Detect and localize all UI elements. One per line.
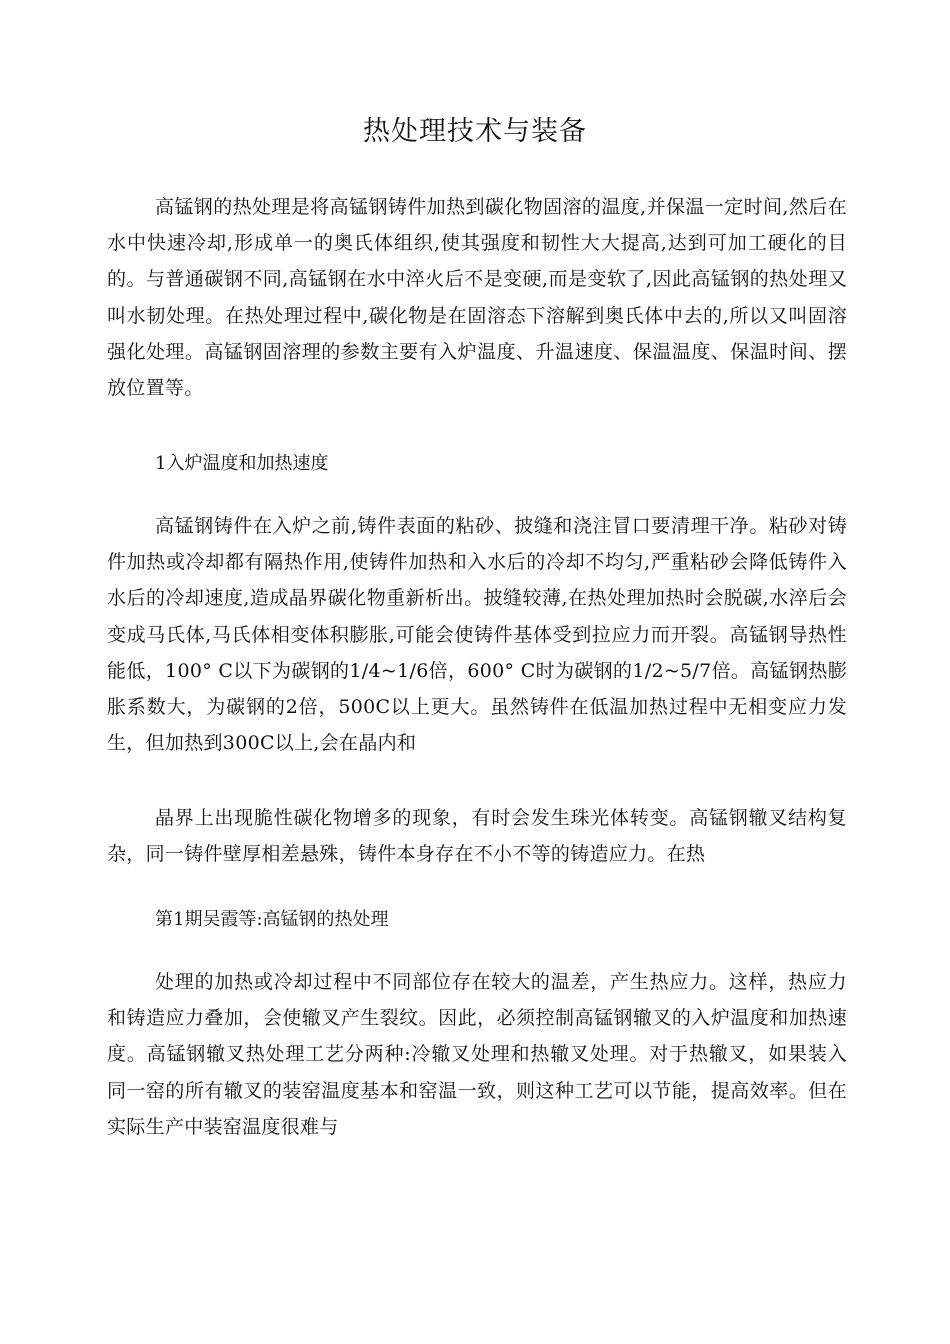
section-heading-furnace-temperature: 1入炉温度和加热速度 bbox=[155, 453, 329, 474]
document-title: 热处理技术与装备 bbox=[363, 116, 587, 147]
paragraph-thermal-stress: 处理的加热或冷却过程中不同部位存在较大的温差，产生热应力。这样，热应力和铸造应力叠加，会使辙叉产生裂纹。因此，必须控制高锰钢辙叉的入炉温度和加热速度。高锰钢辙叉热处理工艺分两种:冷辙叉处理和热辙叉处理。对于热辙叉，如果装入同一窑的所有辙叉的装窑温度基本和窑温一致，则这种工艺可以节能，提高效率。但在实际生产中装窑温度很难与 bbox=[107, 971, 847, 1138]
paragraph-intro: 高锰钢的热处理是将高锰钢铸件加热到碳化物固溶的温度,并保温一定时间,然后在水中快速冷却,形成单一的奥氏体组织,使其强度和韧性大大提高,达到可加工硬化的目的。与普通碳钢不同,高锰钢在水中淬火后不是变硬,而是变软了,因此高锰钢的热处理又叫水韧处理。在热处理过程中,碳化物是在固溶态下溶解到奥氏体中去的,所以又叫固溶强化处理。高锰钢固溶理的参数主要有入炉温度、升温速度、保温温度、保温时间、摆放位置等。 bbox=[107, 196, 847, 400]
paragraph-furnace-preparation: 高锰钢铸件在入炉之前,铸件表面的粘砂、披缝和浇注冒口要清理干净。粘砂对铸件加热或冷却都有隔热作用,使铸件加热和入水后的冷却不均匀,严重粘砂会降低铸件入水后的冷却速度,造成晶界碳化物重新析出。披缝较薄,在热处理加热时会脱碳,水淬后会变成马氏体,马氏体相变体积膨胀,可能会使铸件基体受到拉应力而开裂。高锰钢导热性能低，100° C以下为碳钢的1/4~1/6倍，600° C时为碳钢的1/2~5/7倍。高锰钢热膨胀系数大，为碳钢的2倍，500C以上更大。虽然铸件在低温加热过程中无相变应力发生，但加热到300C以上,会在晶内和 bbox=[107, 515, 847, 755]
running-header-citation: 第1期吴霞等:高锰钢的热处理 bbox=[155, 909, 389, 930]
paragraph-grain-boundary: 晶界上出现脆性碳化物增多的现象，有时会发生珠光体转变。高锰钢辙叉结构复杂，同一铸件壁厚相差悬殊，铸件本身存在不小不等的铸造应力。在热 bbox=[107, 807, 847, 866]
